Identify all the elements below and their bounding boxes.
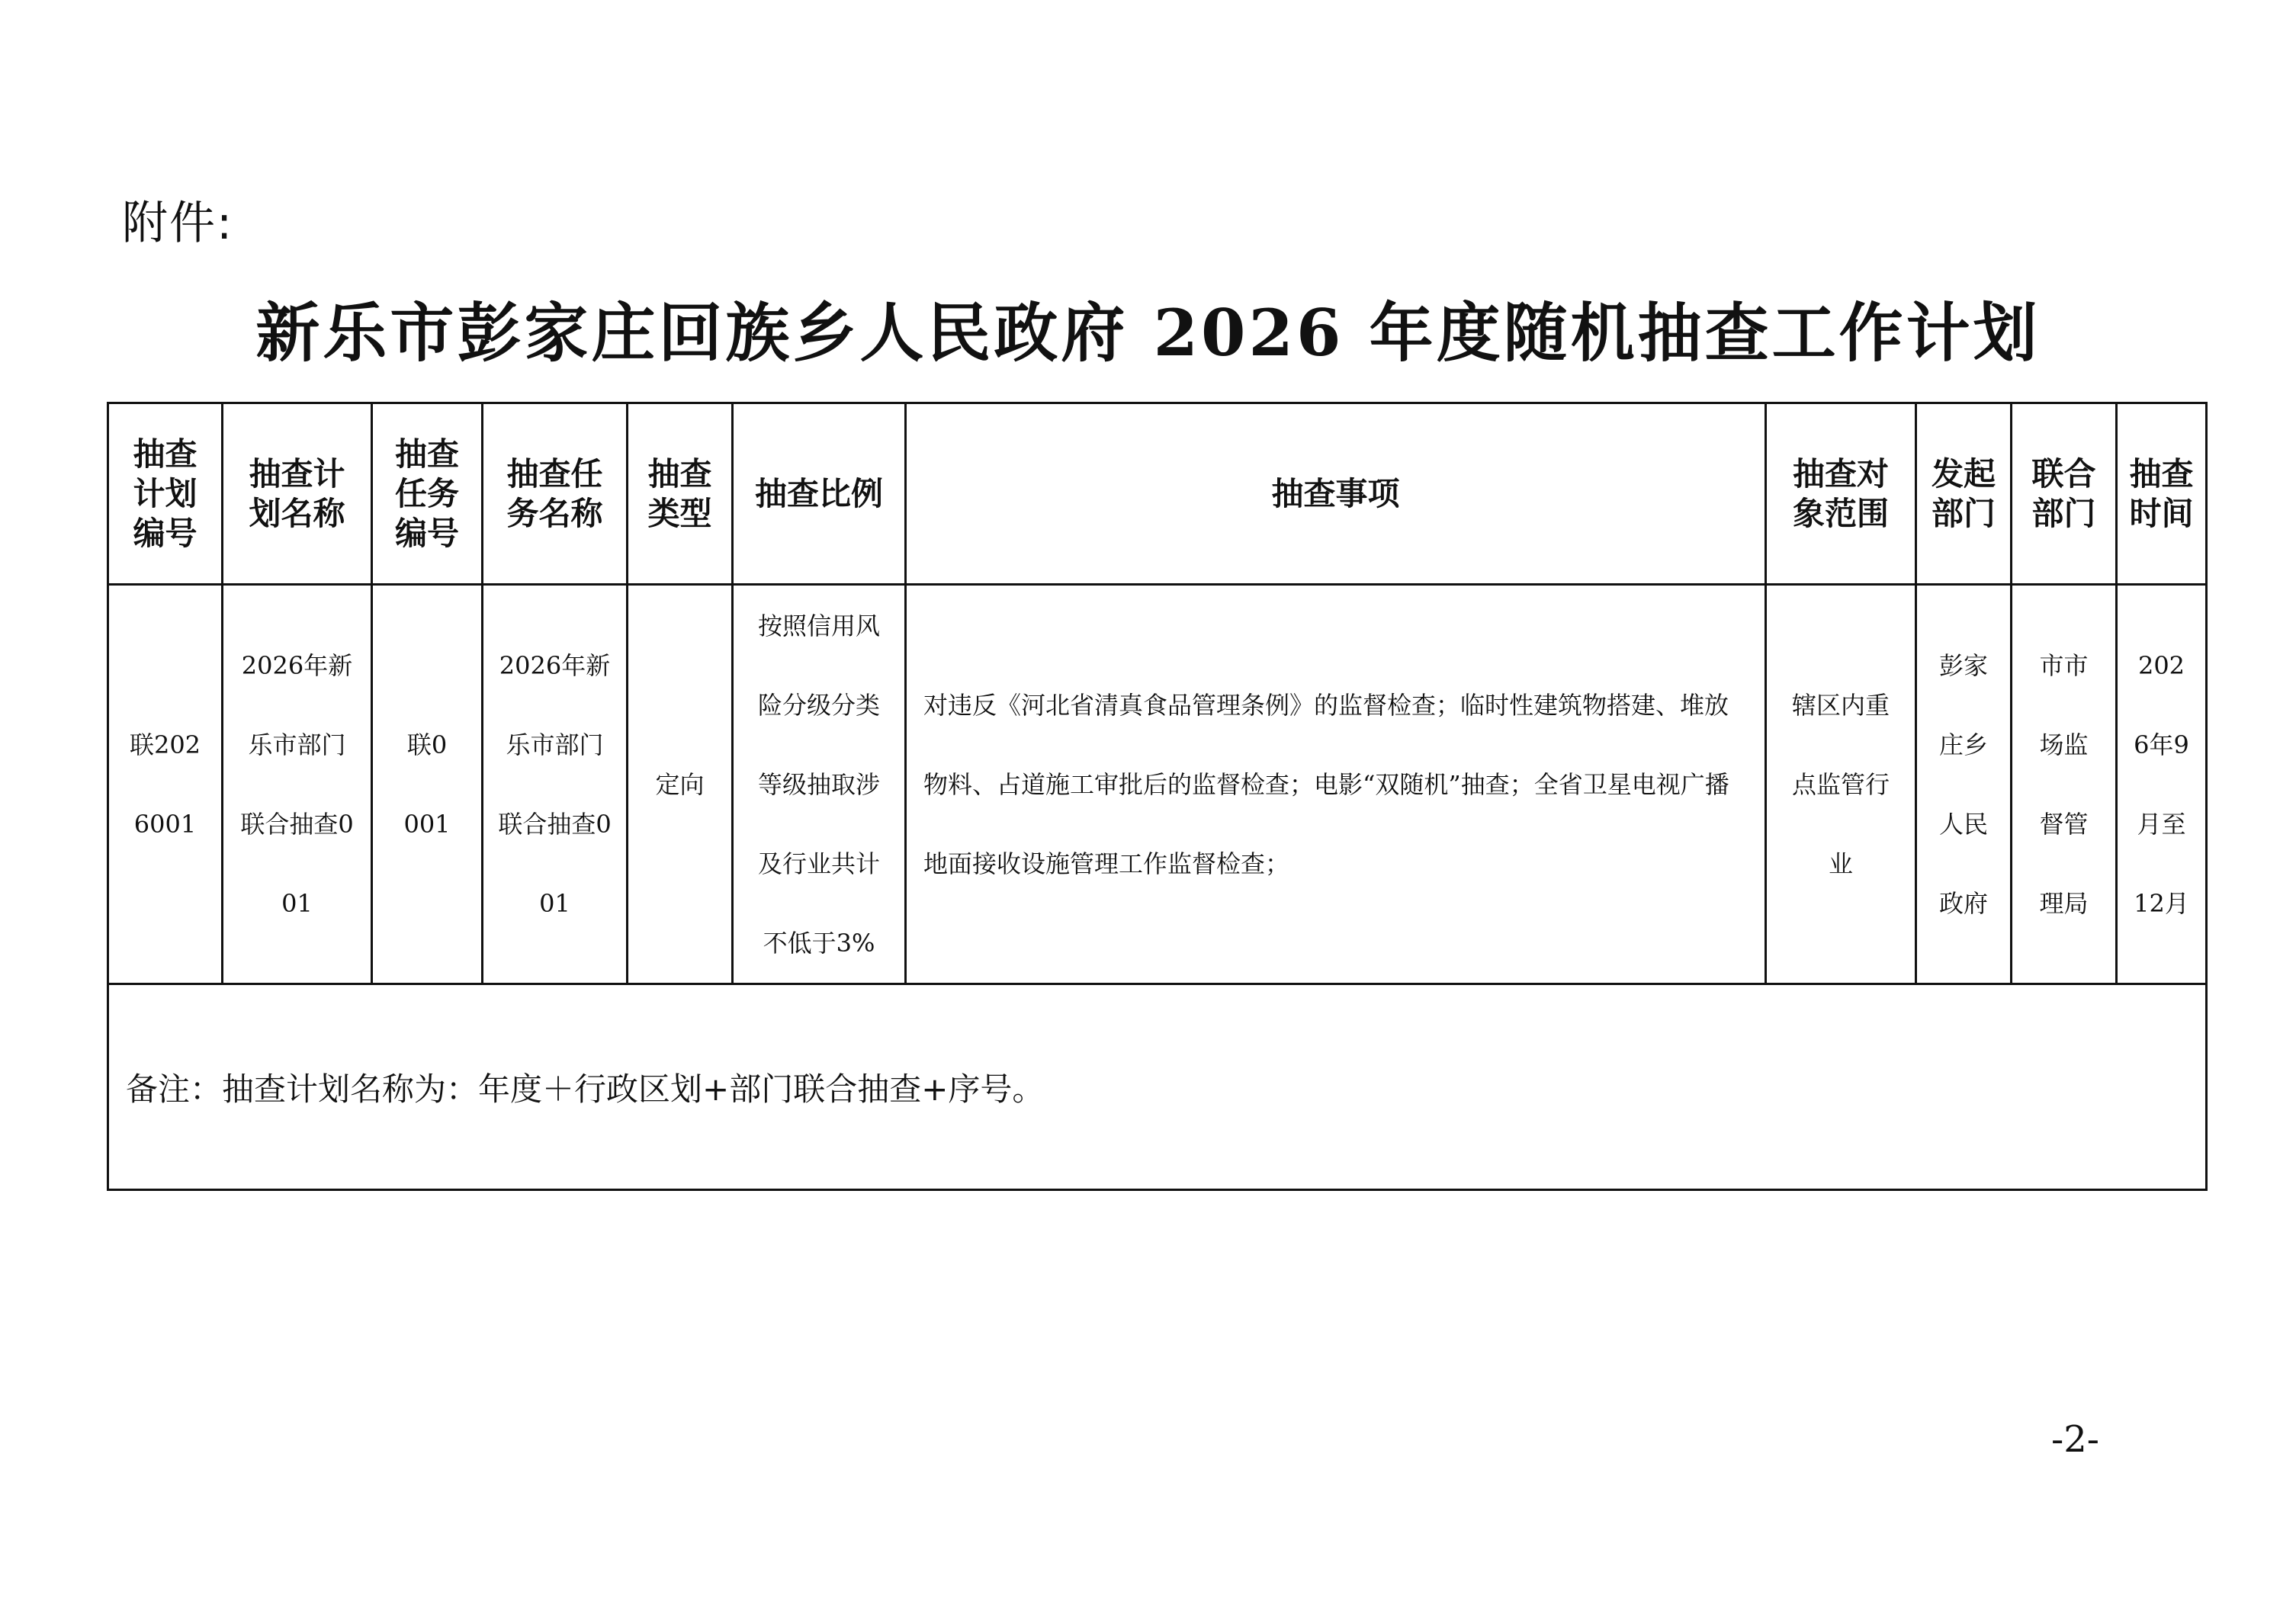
table-note-row <box>108 984 2207 1190</box>
table-row <box>108 585 2207 984</box>
document-title: 新乐市彭家庄回族乡人民政府 2026 年度随机抽查工作计划 <box>255 295 2041 371</box>
header-task-number: 抽查任务编号 <box>372 403 483 585</box>
cell-plan-name: 2026年新乐市部门联合抽查001 <box>223 585 372 984</box>
cell-items: 对违反《河北省清真食品管理条例》的监督检查；临时性建筑物搭建、堆放物料、占道施工审批后的监督检查；电影“双随机”抽查；全省卫星电视广播地面接收设施管理工作监督检查； <box>906 585 1766 984</box>
cell-task-name: 2026年新乐市部门联合抽查001 <box>483 585 628 984</box>
header-joint-dept: 联合部门 <box>2012 403 2117 585</box>
cell-type: 定向 <box>628 585 733 984</box>
header-items: 抽查事项 <box>906 403 1766 585</box>
header-scope: 抽查对象范围 <box>1766 403 1916 585</box>
cell-scope: 辖区内重点监管行业 <box>1766 585 1916 984</box>
table-note: 备注：抽查计划名称为：年度＋行政区划+部门联合抽查+序号。 <box>108 984 2207 1190</box>
header-ratio: 抽查比例 <box>733 403 906 585</box>
header-plan-name: 抽查计划名称 <box>223 403 372 585</box>
header-type: 抽查类型 <box>628 403 733 585</box>
page-number: -2- <box>2051 1418 2099 1461</box>
cell-joint-dept: 市市场监督管理局 <box>2012 585 2117 984</box>
cell-ratio: 按照信用风险分级分类等级抽取涉及行业共计不低于3% <box>733 585 906 984</box>
cell-plan-number: 联2026001 <box>108 585 223 984</box>
table-header-row <box>108 403 2207 585</box>
inspection-plan-table <box>107 402 2208 1191</box>
header-time: 抽查时间 <box>2117 403 2207 585</box>
cell-time: 2026年9月至12月 <box>2117 585 2207 984</box>
header-task-name: 抽查任务名称 <box>483 403 628 585</box>
cell-task-number: 联0001 <box>372 585 483 984</box>
header-initiating-dept: 发起部门 <box>1916 403 2012 585</box>
attachment-label: 附件: <box>122 197 234 250</box>
cell-initiating-dept: 彭家庄乡人民政府 <box>1916 585 2012 984</box>
header-plan-number: 抽查计划编号 <box>108 403 223 585</box>
